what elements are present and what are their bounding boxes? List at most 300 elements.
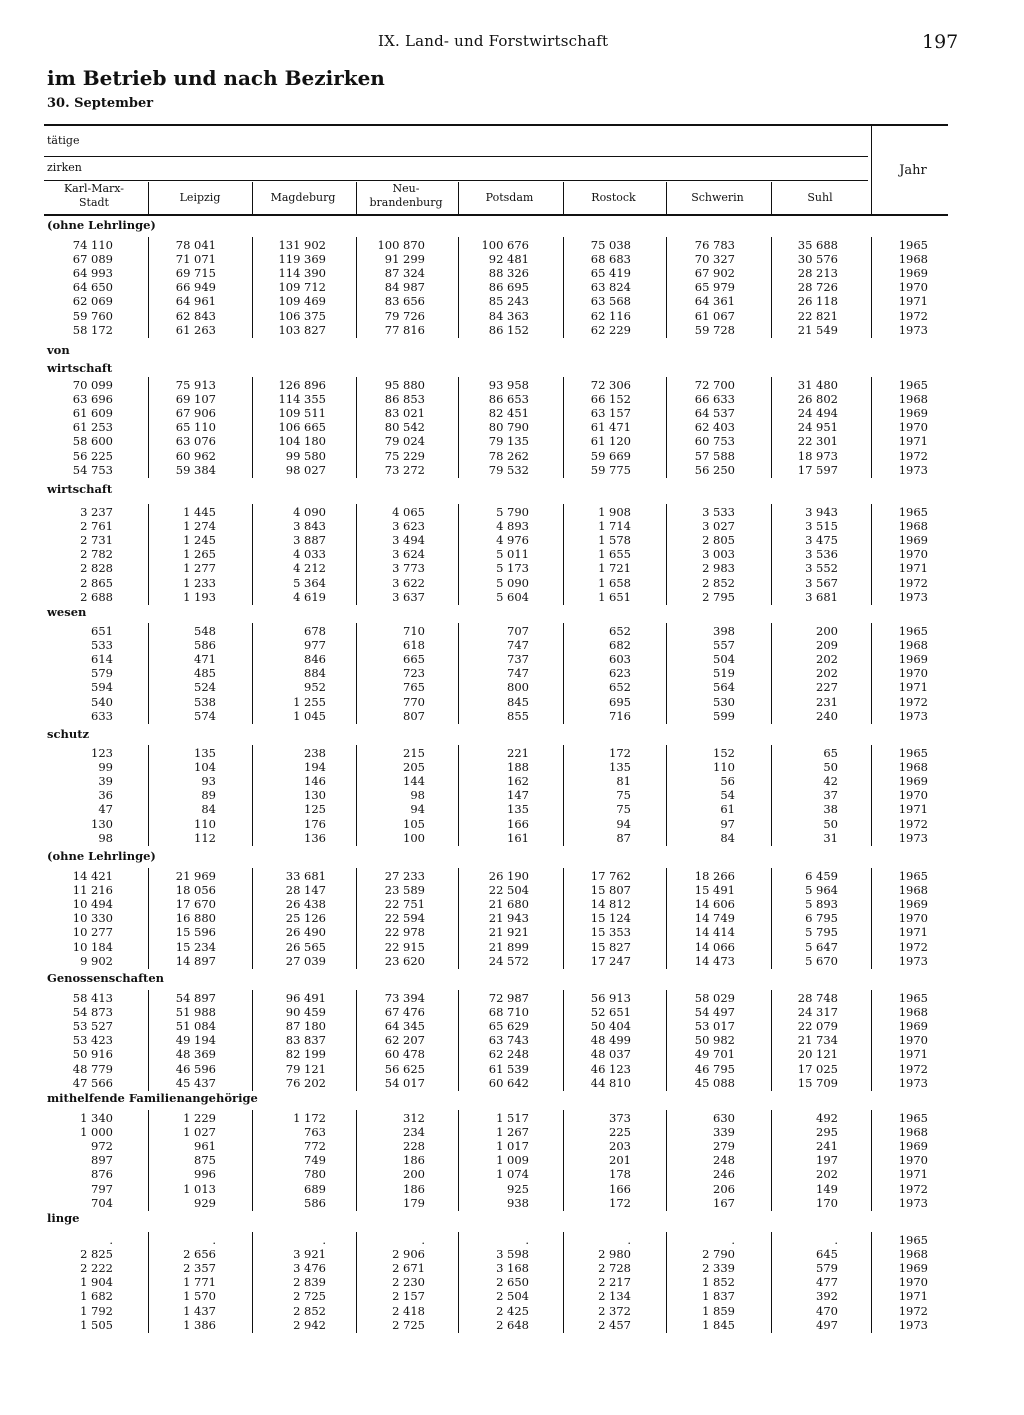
value-cell: 2 906 — [392, 1247, 425, 1262]
value-cell: 56 913 — [590, 991, 631, 1005]
value-cell: 22 821 — [797, 308, 838, 323]
value-cell: 76 202 — [285, 1075, 326, 1090]
value-cell: 2 222 — [80, 1261, 113, 1276]
value-cell: 15 353 — [590, 925, 631, 940]
value-cell: 5 670 — [805, 953, 838, 968]
value-cell: 5 011 — [496, 547, 529, 562]
value-cell: 846 — [304, 652, 326, 667]
value-cell: 996 — [194, 1167, 216, 1182]
value-cell: 246 — [713, 1167, 735, 1182]
value-cell: 76 783 — [694, 238, 735, 252]
column-rule — [458, 377, 459, 478]
value-cell: 201 — [609, 1153, 631, 1168]
value-cell: 61 263 — [175, 322, 216, 337]
value-cell: 5 647 — [805, 939, 838, 954]
value-cell: 710 — [403, 624, 425, 638]
value-cell: 1 013 — [183, 1181, 216, 1196]
value-cell: 62 843 — [175, 308, 216, 323]
value-cell: 3 476 — [293, 1261, 326, 1276]
value-cell: 80 790 — [488, 420, 529, 435]
column-rule — [148, 1110, 149, 1211]
column-rule — [666, 745, 667, 846]
value-cell: 53 017 — [694, 1019, 735, 1034]
value-cell: 64 345 — [384, 1019, 425, 1034]
value-cell: 16 880 — [175, 911, 216, 926]
value-cell: 48 779 — [72, 1061, 113, 1076]
value-cell: 82 451 — [488, 406, 529, 421]
value-cell: 52 651 — [590, 1005, 631, 1020]
value-cell: 1 245 — [183, 533, 216, 548]
value-cell: 1 386 — [183, 1317, 216, 1332]
column-rule — [252, 237, 253, 338]
value-cell: 1 570 — [183, 1289, 216, 1304]
value-cell: 2 728 — [598, 1261, 631, 1276]
value-cell: 2 805 — [702, 533, 735, 548]
value-cell: 652 — [609, 624, 631, 638]
year-cell: 1969 — [898, 406, 928, 421]
value-cell: 130 — [91, 816, 113, 831]
column-rule — [771, 868, 772, 969]
value-cell: 737 — [507, 652, 529, 667]
value-cell: 929 — [194, 1195, 216, 1210]
value-cell: 5 090 — [496, 575, 529, 590]
year-cell: 1971 — [898, 1289, 928, 1304]
value-cell: 716 — [609, 708, 631, 723]
value-cell: 202 — [816, 1167, 838, 1182]
value-cell: 42 — [823, 774, 838, 789]
value-cell: 1 027 — [183, 1125, 216, 1140]
value-cell: 1 340 — [80, 1111, 113, 1125]
column-rule — [148, 237, 149, 338]
column-header-5: Rostock — [591, 191, 636, 204]
value-cell: 2 230 — [392, 1275, 425, 1290]
value-cell: 2 782 — [80, 547, 113, 562]
value-cell: 1 437 — [183, 1303, 216, 1318]
value-cell: 186 — [403, 1153, 425, 1168]
value-cell: 723 — [403, 666, 425, 681]
section-label: mithelfende Familienangehörige — [47, 1091, 258, 1105]
column-rule — [458, 504, 459, 605]
value-cell: 603 — [609, 652, 631, 667]
value-cell: 59 775 — [590, 462, 631, 477]
value-cell: 1 274 — [183, 519, 216, 534]
value-cell: 126 896 — [278, 378, 326, 392]
value-cell: 3 773 — [392, 561, 425, 576]
value-cell: 61 609 — [72, 406, 113, 421]
value-cell: 135 — [507, 802, 529, 817]
column-header-3: Neu- brandenburg — [369, 182, 443, 209]
column-rule — [252, 1232, 253, 1333]
value-cell: 1 852 — [702, 1275, 735, 1290]
value-cell: 176 — [304, 816, 326, 831]
header-rule-1 — [44, 156, 868, 157]
value-cell: 5 964 — [805, 883, 838, 898]
value-cell: 89 — [201, 788, 216, 803]
value-cell: 14 066 — [694, 939, 735, 954]
value-cell: 82 199 — [285, 1047, 326, 1062]
value-cell: 2 942 — [293, 1317, 326, 1332]
value-cell: 186 — [403, 1181, 425, 1196]
value-cell: 54 873 — [72, 1005, 113, 1020]
value-cell: 504 — [713, 652, 735, 667]
value-cell: 38 — [823, 802, 838, 817]
column-rule — [771, 623, 772, 724]
value-cell: 79 121 — [285, 1061, 326, 1076]
value-cell: 623 — [609, 666, 631, 681]
year-cell: 1965 — [898, 505, 928, 519]
value-cell: 63 568 — [590, 294, 631, 309]
value-cell: 24 494 — [797, 406, 838, 421]
year-cell: 1972 — [898, 816, 928, 831]
year-cell: 1969 — [898, 1139, 928, 1154]
value-cell: 78 041 — [175, 238, 216, 252]
year-cell: 1971 — [898, 561, 928, 576]
value-cell: 56 625 — [384, 1061, 425, 1076]
year-cell: 1973 — [898, 708, 928, 723]
value-cell: 747 — [507, 638, 529, 653]
value-cell: 103 827 — [278, 322, 326, 337]
year-cell: 1972 — [898, 939, 928, 954]
value-cell: 61 067 — [694, 308, 735, 323]
year-cell: 1968 — [898, 638, 928, 653]
value-cell: 14 749 — [694, 911, 735, 926]
column-rule — [356, 1110, 357, 1211]
value-cell: 105 — [403, 816, 425, 831]
value-cell: 10 277 — [72, 925, 113, 940]
year-cell: 1968 — [898, 760, 928, 775]
value-cell: 114 355 — [278, 392, 326, 407]
value-cell: 875 — [194, 1153, 216, 1168]
value-cell: 170 — [816, 1195, 838, 1210]
value-cell: 1 445 — [183, 505, 216, 519]
value-cell: 98 027 — [285, 462, 326, 477]
header-bottom-rule — [44, 214, 948, 216]
column-rule — [563, 868, 564, 969]
year-cell: 1973 — [898, 589, 928, 604]
value-cell: 231 — [816, 694, 838, 709]
value-cell: 234 — [403, 1125, 425, 1140]
column-rule — [458, 1232, 459, 1333]
value-cell: 749 — [304, 1153, 326, 1168]
column-rule — [771, 1232, 772, 1333]
value-cell: 59 728 — [694, 322, 735, 337]
value-cell: 110 — [713, 760, 735, 775]
value-cell: 215 — [403, 746, 425, 760]
value-cell: 28 147 — [285, 883, 326, 898]
value-cell: 977 — [304, 638, 326, 653]
value-cell: 4 893 — [496, 519, 529, 534]
value-cell: 373 — [609, 1111, 631, 1125]
column-header-divider — [563, 182, 564, 214]
value-cell: 2 671 — [392, 1261, 425, 1276]
value-cell: 3 921 — [293, 1247, 326, 1262]
value-cell: 630 — [713, 1111, 735, 1125]
value-cell: 1 578 — [598, 533, 631, 548]
value-cell: 178 — [609, 1167, 631, 1182]
value-cell: 60 753 — [694, 434, 735, 449]
year-cell: 1972 — [898, 694, 928, 709]
value-cell: 49 194 — [175, 1033, 216, 1048]
value-cell: 21 899 — [488, 939, 529, 954]
column-header-6: Schwerin — [691, 191, 744, 204]
column-rule — [666, 1110, 667, 1211]
value-cell: 1 045 — [293, 708, 326, 723]
value-cell: 56 225 — [72, 448, 113, 463]
value-cell: . — [109, 1233, 113, 1247]
column-rule — [148, 990, 149, 1091]
value-cell: 61 120 — [590, 434, 631, 449]
value-cell: 497 — [816, 1317, 838, 1332]
value-cell: 92 481 — [488, 252, 529, 267]
value-cell: 240 — [816, 708, 838, 723]
column-header-0: Karl-Marx- Stadt — [63, 182, 125, 209]
column-rule — [666, 868, 667, 969]
value-cell: 63 824 — [590, 280, 631, 295]
year-cell: 1973 — [898, 1317, 928, 1332]
value-cell: 59 669 — [590, 448, 631, 463]
column-rule — [148, 504, 149, 605]
value-cell: 3 533 — [702, 505, 735, 519]
value-cell: 58 172 — [72, 322, 113, 337]
value-cell: 54 497 — [694, 1005, 735, 1020]
value-cell: 71 071 — [175, 252, 216, 267]
value-cell: 90 459 — [285, 1005, 326, 1020]
value-cell: 147 — [507, 788, 529, 803]
value-cell: 61 — [720, 802, 735, 817]
value-cell: 2 825 — [80, 1247, 113, 1262]
value-cell: 97 — [720, 816, 735, 831]
value-cell: 27 233 — [384, 869, 425, 883]
year-cell: 1970 — [898, 911, 928, 926]
column-rule — [871, 504, 872, 605]
year-cell: 1965 — [898, 1233, 928, 1247]
value-cell: 2 217 — [598, 1275, 631, 1290]
column-header-divider — [148, 182, 149, 214]
value-cell: 46 596 — [175, 1061, 216, 1076]
value-cell: 75 229 — [384, 448, 425, 463]
section-label: schutz — [47, 727, 90, 741]
value-cell: 96 491 — [285, 991, 326, 1005]
year-cell: 1972 — [898, 308, 928, 323]
value-cell: 339 — [713, 1125, 735, 1140]
value-cell: 24 317 — [797, 1005, 838, 1020]
value-cell: 279 — [713, 1139, 735, 1154]
value-cell: 2 980 — [598, 1247, 631, 1262]
value-cell: 704 — [91, 1195, 113, 1210]
year-cell: 1973 — [898, 953, 928, 968]
value-cell: 53 423 — [72, 1033, 113, 1048]
value-cell: 238 — [304, 746, 326, 760]
value-cell: 897 — [91, 1153, 113, 1168]
column-rule — [666, 237, 667, 338]
value-cell: 51 084 — [175, 1019, 216, 1034]
value-cell: 1 277 — [183, 561, 216, 576]
value-cell: 1 505 — [80, 1317, 113, 1332]
column-rule — [148, 623, 149, 724]
column-header-2: Magdeburg — [270, 191, 336, 204]
value-cell: 682 — [609, 638, 631, 653]
value-cell: 188 — [507, 760, 529, 775]
value-cell: 66 152 — [590, 392, 631, 407]
year-cell: 1971 — [898, 680, 928, 695]
year-cell: 1973 — [898, 322, 928, 337]
value-cell: 2 790 — [702, 1247, 735, 1262]
value-cell: 83 837 — [285, 1033, 326, 1048]
value-cell: 780 — [304, 1167, 326, 1182]
value-cell: 70 099 — [72, 378, 113, 392]
value-cell: 15 807 — [590, 883, 631, 898]
table-title: im Betrieb und nach Bezirken — [47, 66, 385, 90]
value-cell: 62 229 — [590, 322, 631, 337]
value-cell: 14 421 — [72, 869, 113, 883]
value-cell: 61 539 — [488, 1061, 529, 1076]
value-cell: 114 390 — [278, 266, 326, 281]
value-cell: 62 207 — [384, 1033, 425, 1048]
value-cell: 765 — [403, 680, 425, 695]
value-cell: 144 — [403, 774, 425, 789]
value-cell: 104 — [194, 760, 216, 775]
value-cell: 227 — [816, 680, 838, 695]
year-cell: 1965 — [898, 624, 928, 638]
value-cell: 2 157 — [392, 1289, 425, 1304]
value-cell: 21 921 — [488, 925, 529, 940]
value-cell: 106 665 — [278, 420, 326, 435]
value-cell: 3 887 — [293, 533, 326, 548]
value-cell: . — [212, 1233, 216, 1247]
value-cell: 67 089 — [72, 252, 113, 267]
section-label: wesen — [47, 605, 87, 619]
value-cell: 58 029 — [694, 991, 735, 1005]
value-cell: 60 642 — [488, 1075, 529, 1090]
column-rule — [356, 377, 357, 478]
value-cell: 470 — [816, 1303, 838, 1318]
column-rule — [666, 377, 667, 478]
value-cell: 50 982 — [694, 1033, 735, 1048]
value-cell: . — [421, 1233, 425, 1247]
value-cell: 5 790 — [496, 505, 529, 519]
value-cell: 65 — [823, 746, 838, 760]
value-cell: 392 — [816, 1289, 838, 1304]
value-cell: 99 — [98, 760, 113, 775]
value-cell: 15 709 — [797, 1075, 838, 1090]
value-cell: 633 — [91, 708, 113, 723]
value-cell: 2 852 — [293, 1303, 326, 1318]
section-label: von — [47, 343, 70, 357]
value-cell: 3 681 — [805, 589, 838, 604]
value-cell: 28 213 — [797, 266, 838, 281]
value-cell: 67 902 — [694, 266, 735, 281]
value-cell: 651 — [91, 624, 113, 638]
value-cell: 21 943 — [488, 911, 529, 926]
year-cell: 1965 — [898, 1111, 928, 1125]
value-cell: 477 — [816, 1275, 838, 1290]
value-cell: 58 413 — [72, 991, 113, 1005]
year-cell: 1968 — [898, 519, 928, 534]
value-cell: 1 792 — [80, 1303, 113, 1318]
column-rule — [666, 623, 667, 724]
year-cell: 1971 — [898, 1167, 928, 1182]
value-cell: 772 — [304, 1139, 326, 1154]
value-cell: 172 — [609, 1195, 631, 1210]
value-cell: 123 — [91, 746, 113, 760]
year-cell: 1971 — [898, 434, 928, 449]
value-cell: 73 272 — [384, 462, 425, 477]
value-cell: 68 710 — [488, 1005, 529, 1020]
value-cell: 21 549 — [797, 322, 838, 337]
value-cell: 579 — [91, 666, 113, 681]
value-cell: 15 124 — [590, 911, 631, 926]
value-cell: 22 915 — [384, 939, 425, 954]
year-cell: 1973 — [898, 462, 928, 477]
value-cell: 4 090 — [293, 505, 326, 519]
column-rule — [148, 868, 149, 969]
value-cell: 2 357 — [183, 1261, 216, 1276]
section-label: wirtschaft — [47, 361, 113, 375]
value-cell: 60 962 — [175, 448, 216, 463]
value-cell: 37 — [823, 788, 838, 803]
column-rule — [871, 377, 872, 478]
value-cell: 61 471 — [590, 420, 631, 435]
section-label: (ohne Lehrlinge) — [47, 218, 156, 232]
value-cell: 5 604 — [496, 589, 529, 604]
value-cell: 46 123 — [590, 1061, 631, 1076]
column-rule — [252, 745, 253, 846]
year-cell: 1969 — [898, 1019, 928, 1034]
value-cell: 845 — [507, 694, 529, 709]
value-cell: . — [834, 1233, 838, 1247]
value-cell: 1 655 — [598, 547, 631, 562]
value-cell: 579 — [816, 1261, 838, 1276]
column-header-7: Suhl — [807, 191, 833, 204]
value-cell: 30 576 — [797, 252, 838, 267]
header-rule-2 — [44, 180, 868, 181]
value-cell: 21 680 — [488, 897, 529, 912]
year-cell: 1973 — [898, 1075, 928, 1090]
value-cell: 1 009 — [496, 1153, 529, 1168]
year-cell: 1968 — [898, 1005, 928, 1020]
column-rule — [563, 504, 564, 605]
value-cell: 50 404 — [590, 1019, 631, 1034]
value-cell: 3 567 — [805, 575, 838, 590]
value-cell: 93 — [201, 774, 216, 789]
year-cell: 1969 — [898, 652, 928, 667]
value-cell: 63 076 — [175, 434, 216, 449]
value-cell: 64 993 — [72, 266, 113, 281]
value-cell: 1 255 — [293, 694, 326, 709]
value-cell: 800 — [507, 680, 529, 695]
column-header-1: Leipzig — [179, 191, 221, 204]
value-cell: 73 394 — [384, 991, 425, 1005]
value-cell: 3 598 — [496, 1247, 529, 1262]
value-cell: 1 904 — [80, 1275, 113, 1290]
value-cell: 6 459 — [805, 869, 838, 883]
value-cell: 5 893 — [805, 897, 838, 912]
column-rule — [871, 868, 872, 969]
value-cell: 48 499 — [590, 1033, 631, 1048]
value-cell: 135 — [194, 746, 216, 760]
value-cell: 131 902 — [278, 238, 326, 252]
value-cell: 47 — [98, 802, 113, 817]
column-rule — [148, 745, 149, 846]
column-header-divider — [458, 182, 459, 214]
value-cell: 162 — [507, 774, 529, 789]
value-cell: 100 — [403, 830, 425, 845]
column-rule — [356, 237, 357, 338]
value-cell: 166 — [609, 1181, 631, 1196]
value-cell: 62 069 — [72, 294, 113, 309]
value-cell: 471 — [194, 652, 216, 667]
column-rule — [666, 990, 667, 1091]
